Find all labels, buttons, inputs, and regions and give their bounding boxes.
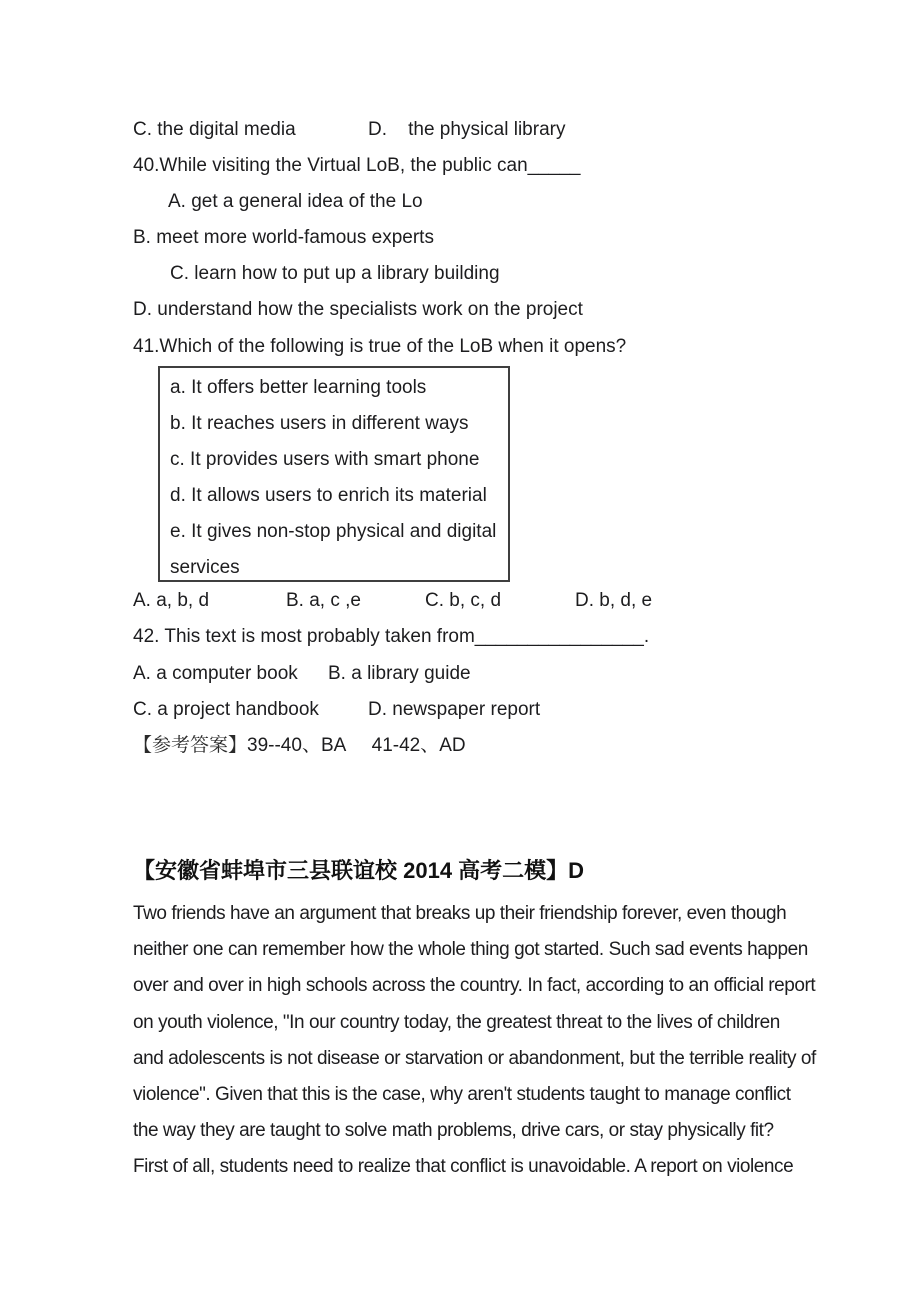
passage-line: First of all, students need to realize that conflict is unavoidable. A report on violence: [133, 1156, 794, 1178]
q41-box-item-d: d. It allows users to enrich its material: [170, 485, 487, 506]
q40-option-d: D. understand how the specialists work on the project: [133, 299, 583, 320]
passage-line: over and over in high schools across the country. In fact, according to an official report: [133, 975, 816, 997]
q39-option-c: C. the digital media: [133, 119, 296, 140]
reference-answers-values: 39--40、BA 41-42、AD: [247, 735, 466, 756]
q42-option-c: C. a project handbook: [133, 699, 319, 720]
q40-option-a: A. get a general idea of the Lo: [168, 191, 423, 212]
q40-option-c: C. learn how to put up a library building: [170, 263, 500, 284]
q41-option-b: B. a, c ,e: [286, 590, 361, 611]
q41-option-d: D. b, d, e: [575, 590, 653, 611]
q42-option-d: D. newspaper report: [368, 699, 541, 720]
q40-option-b: B. meet more world-famous experts: [133, 227, 434, 248]
q41-box-item-a: a. It offers better learning tools: [170, 377, 427, 398]
q41-option-c: C. b, c, d: [425, 590, 502, 611]
q42-stem: 42. This text is most probably taken from________________.: [133, 626, 650, 647]
q41-box-item-b: b. It reaches users in different ways: [170, 413, 469, 434]
q41-option-a: A. a, b, d: [133, 590, 210, 611]
q41-stem: 41.Which of the following is true of the LoB when it opens?: [133, 336, 627, 357]
q39-option-d: D. the physical library: [368, 119, 566, 140]
reference-answers: [133, 733, 466, 759]
reading-passage: [133, 896, 816, 1186]
q42-option-a: A. a computer book: [133, 663, 298, 684]
section-heading: 【安徽省蚌埠市三县联谊校 2014 高考二模】D: [133, 858, 585, 883]
q40-stem: 40.While visiting the Virtual LoB, the public can_____: [133, 155, 581, 176]
q41-statements-box: [158, 366, 510, 582]
passage-line: neither one can remember how the whole thing got started. Such sad events happen: [133, 939, 808, 961]
q41-box-item-e-cont: services: [170, 557, 240, 578]
passage-line: Two friends have an argument that breaks up their friendship forever, even though: [133, 903, 787, 924]
passage-line: the way they are taught to solve math problems, drive cars, or stay physically fit?: [133, 1120, 774, 1142]
q42-option-b: B. a library guide: [328, 663, 471, 684]
passage-line: on youth violence, "In our country today, the greatest threat to the lives of children: [133, 1011, 780, 1033]
q41-box-item-c: c. It provides users with smart phone: [170, 449, 480, 470]
q41-box-item-e: e. It gives non-stop physical and digital: [170, 521, 497, 542]
passage-line: violence". Given that this is the case, why aren't students taught to manage conflict: [133, 1083, 791, 1105]
reference-answers-label: 【参考答案】: [133, 735, 248, 756]
passage-line: and adolescents is not disease or starvation or abandonment, but the terrible reality of: [133, 1047, 816, 1069]
